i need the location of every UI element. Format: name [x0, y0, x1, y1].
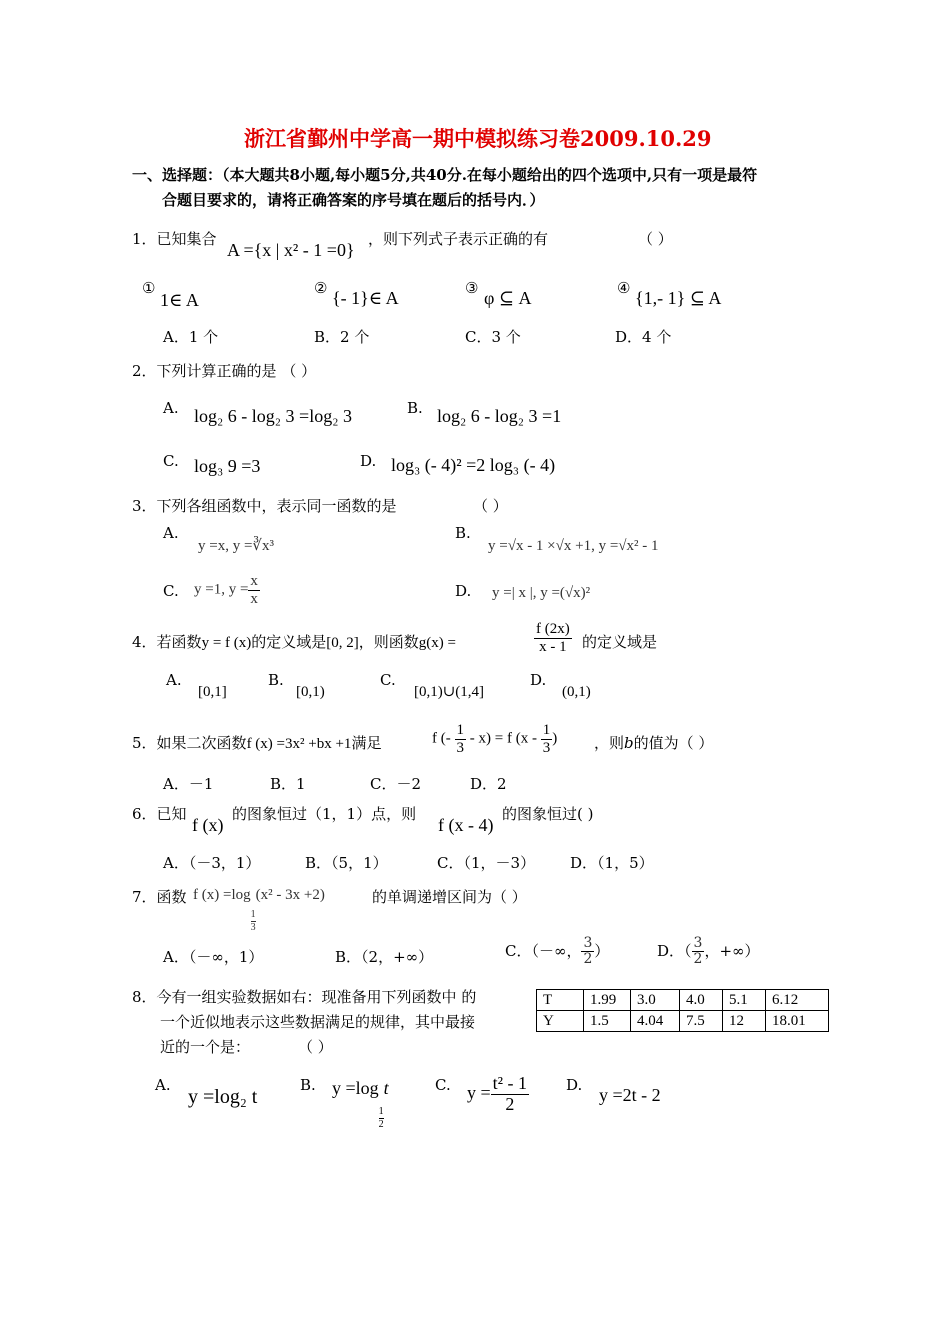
q8-b-label: B.: [300, 1076, 316, 1094]
q8-line3: 近的一个是：: [160, 1038, 251, 1056]
data-table: [536, 989, 829, 1032]
q5-choice-d: D．2: [470, 775, 507, 793]
q5-choice-b: B．1: [270, 775, 306, 793]
q6-choice-d: D．（1，5）: [570, 854, 654, 872]
q6-text3: 的图象恒过( ): [502, 805, 594, 823]
q1-answer-paren: （ ）: [638, 230, 673, 248]
q1-item-3-expr: φ ⊆ A: [484, 288, 532, 308]
q6-text2: 的图象恒过（1，1）点，则: [232, 805, 417, 823]
question-6: [132, 805, 187, 823]
q1-tail-text: ，则下列式子表示正确的有: [368, 230, 549, 248]
q5-choice-c: C．－2: [370, 775, 422, 793]
q4-fraction: [534, 621, 572, 655]
q1-item-4-expr: {1,- 1} ⊆ A: [635, 288, 722, 308]
table-cell: 4.0: [680, 990, 723, 1011]
table-cell: 4.04: [631, 1011, 680, 1032]
table-cell: 1.99: [584, 990, 631, 1011]
q5-expr1: f (x) =3x² +bx +1: [246, 736, 352, 752]
q7-choice-c: [505, 936, 609, 968]
q1-text: 已知集合: [156, 230, 217, 248]
q4-b-label: B.: [268, 671, 284, 689]
q4-text1: 若函数: [156, 633, 202, 651]
q8-d-expr: y =2t - 2: [599, 1085, 661, 1105]
q3-b-expr: y =√x - 1 ×√x +1, y =√x² - 1: [488, 538, 659, 554]
q7-choice-a: A．（－∞，1）: [163, 948, 264, 966]
q5-frac2-numerator: 1: [542, 722, 551, 738]
q1-set-expression: A ={x | x² - 1 =0}: [227, 240, 355, 260]
q3-d-expr: y =| x |, y =(√x)²: [492, 585, 591, 601]
q3-a-expr: y =x, y =∛x³: [198, 538, 274, 554]
q8-line2: 一个近似地表示这些数据满足的规律，其中最接: [160, 1013, 476, 1031]
q3-b-label: B.: [455, 524, 471, 542]
q4-frac-numerator: f (2x): [536, 621, 570, 637]
q3-c-numerator: x: [250, 573, 258, 589]
q3-d-label: D.: [455, 582, 472, 600]
q7-expr-a: f (x) =log: [193, 887, 251, 903]
table-row: [537, 1011, 829, 1032]
q3-text: 下列各组函数中，表示同一函数的是: [156, 497, 397, 515]
q4-expr2: [0, 2]: [326, 635, 359, 651]
q2-text: 下列计算正确的是 （ ）: [156, 362, 317, 380]
q7-expr: [193, 886, 325, 934]
q2-b-expr: log₂ 6 - log₂ 3 =1: [437, 406, 562, 426]
q2-b-label: B.: [407, 399, 423, 417]
q8-c-label: C.: [435, 1076, 451, 1094]
q4-b-expr: [0,1): [296, 684, 325, 700]
q1-choice-c: C．3 个: [465, 328, 521, 346]
q8-c-expr-prefix: y =: [467, 1082, 491, 1103]
q1-number: 1．: [132, 230, 157, 248]
table-cell: 18.01: [766, 1011, 829, 1032]
q2-c-label: C.: [163, 452, 179, 470]
section-desc-line1: （本大题共8小题,每小题5分,共40分.在每小题给出的四个选项中,只有一项是最符: [222, 166, 758, 184]
q5-tail: [594, 734, 713, 752]
q4-expr3: g(x) =: [418, 635, 456, 651]
q5-expr2c: ): [552, 730, 558, 747]
q5-text3: ，则: [594, 734, 625, 752]
q3-c-expr: [194, 573, 260, 607]
q4-expr1: y = f (x): [201, 635, 252, 651]
q8-b-expr: [332, 1078, 389, 1131]
q8-c-expr: [467, 1074, 529, 1115]
q4-c-label: C.: [380, 671, 396, 689]
q8-c-denominator: 2: [505, 1093, 515, 1114]
table-cell: 7.5: [680, 1011, 723, 1032]
q5-expr2b: - x) = f (x -: [469, 730, 537, 747]
q7-text2: 的单调递增区间为（ ）: [372, 888, 527, 906]
table-cell: 5.1: [723, 990, 766, 1011]
q5-choice-a: A．－1: [163, 775, 214, 793]
q4-text3: ，则函数: [358, 633, 419, 651]
q8-line1: 今有一组实验数据如右：现准备用下列函数中 的: [156, 988, 477, 1006]
q8-b-expr-b: t: [383, 1078, 389, 1098]
q4-c-expr: [0,1)∪(1,4]: [414, 684, 485, 700]
q8-b-expr-a: y =log: [332, 1078, 379, 1098]
q4-text2: 的定义域是: [251, 633, 327, 651]
q8-a-label: A.: [155, 1076, 171, 1094]
q5-expr2a: f (-: [432, 730, 451, 747]
q1-choice-b: B．2 个: [314, 328, 370, 346]
q7-base-denominator: 3: [250, 922, 256, 933]
q6-expr2: f (x - 4): [438, 815, 494, 835]
q7-c-post: ）: [594, 941, 610, 960]
q1-choice-a: A．1 个: [163, 328, 219, 346]
q4-number: 4．: [132, 633, 157, 651]
q5-frac2-denominator: 3: [542, 739, 551, 756]
question-5: [132, 734, 381, 753]
q7-c-numerator: 3: [583, 935, 593, 951]
q7-d-post: ，+∞）: [704, 941, 760, 960]
q8-d-label: D.: [566, 1076, 583, 1094]
q5-frac1-numerator: 1: [456, 722, 464, 738]
q8-a-expr: y =log₂ t: [188, 1086, 258, 1108]
q7-choice-b: B．（2，+∞）: [335, 948, 434, 966]
section-desc-line2: 合题目要求的，请将正确答案的序号填在题后的括号内．）: [162, 191, 545, 209]
q7-base-numerator: 1: [250, 909, 256, 920]
q8-c-numerator: t² - 1: [492, 1073, 528, 1093]
question-1: [132, 230, 217, 248]
table-cell: 12: [723, 1011, 766, 1032]
page-title: 浙江省鄞州中学高一期中模拟练习卷2009.10.29: [244, 126, 712, 151]
question-3: [132, 497, 397, 515]
table-cell: Y: [537, 1011, 584, 1032]
q8-b-base-denominator: 2: [378, 1119, 384, 1130]
q5-number: 5．: [132, 734, 157, 752]
q5-text1: 如果二次函数: [156, 734, 247, 752]
q2-a-label: A.: [163, 399, 179, 417]
q5-text4: 的值为（ ）: [633, 734, 714, 752]
table-cell: T: [537, 990, 584, 1011]
q8-b-base-numerator: 1: [378, 1106, 384, 1117]
q6-choice-b: B．（5，1）: [305, 854, 388, 872]
q3-number: 3．: [132, 497, 157, 515]
q1-item-1-mark: ①: [142, 279, 156, 297]
question-8: [132, 988, 476, 1006]
q4-a-expr: [0,1]: [198, 684, 227, 700]
q7-d-numerator: 3: [693, 935, 703, 951]
q7-d-pre: D．（: [657, 941, 692, 960]
q2-c-expr: log₃ 9 =3: [194, 456, 261, 476]
q2-number: 2．: [132, 362, 157, 380]
q2-d-label: D.: [360, 452, 377, 470]
q4-a-label: A.: [166, 671, 182, 689]
q2-d-expr: log₃ (- 4)² =2 log₃ (- 4): [391, 455, 556, 475]
q7-c-denominator: 2: [583, 951, 593, 968]
q3-c-expr-prefix: y =1, y =: [194, 581, 249, 598]
question-4: [132, 633, 456, 652]
q7-number: 7．: [132, 888, 157, 906]
q3-answer-paren: （ ）: [473, 497, 508, 515]
q4-d-label: D.: [530, 671, 547, 689]
q7-d-denominator: 2: [693, 951, 703, 968]
table-cell: 6.12: [766, 990, 829, 1011]
q1-choice-d: D．4 个: [615, 328, 672, 346]
q2-a-expr: log₂ 6 - log₂ 3 =log₂ 3: [194, 406, 352, 426]
section-label-text: 一、选择题：: [132, 166, 223, 184]
q5-expr2: [432, 722, 557, 756]
q6-choice-c: C．（1，－3）: [437, 854, 536, 872]
q6-expr1: f (x): [192, 815, 224, 835]
q7-c-pre: C．（－∞，: [505, 941, 582, 960]
q4-d-expr: (0,1): [562, 684, 591, 700]
q5-frac1-denominator: 3: [456, 739, 464, 756]
q7-choice-d: [657, 936, 760, 968]
q1-item-2-mark: ②: [314, 279, 328, 297]
q1-item-1-expr: 1∈ A: [160, 290, 199, 310]
q6-text1: 已知: [156, 805, 187, 823]
q8-number: 8．: [132, 988, 157, 1006]
section-label: [132, 166, 757, 184]
table-row: [537, 990, 829, 1011]
q7-text1: 函数: [156, 888, 187, 906]
q3-c-label: C.: [163, 582, 179, 600]
q1-item-3-mark: ③: [465, 279, 479, 297]
question-7: [132, 888, 187, 906]
q1-item-2-expr: {- 1}∈ A: [332, 288, 399, 308]
q4-frac-denominator: x - 1: [539, 638, 567, 655]
q7-expr-b: (x² - 3x +2): [255, 887, 325, 903]
q3-a-label: A.: [163, 524, 179, 542]
q4-text4: 的定义域是: [582, 633, 658, 651]
q1-item-4-mark: ④: [617, 279, 631, 297]
q6-number: 6．: [132, 805, 157, 823]
q5-text2: 满足: [351, 734, 382, 752]
table-cell: 3.0: [631, 990, 680, 1011]
q5-var-b: b: [624, 734, 634, 752]
question-2: [132, 362, 316, 380]
q3-c-denominator: x: [250, 590, 258, 607]
q6-choice-a: A．（－3，1）: [163, 854, 261, 872]
q8-answer-paren: （ ）: [298, 1038, 333, 1056]
table-cell: 1.5: [584, 1011, 631, 1032]
